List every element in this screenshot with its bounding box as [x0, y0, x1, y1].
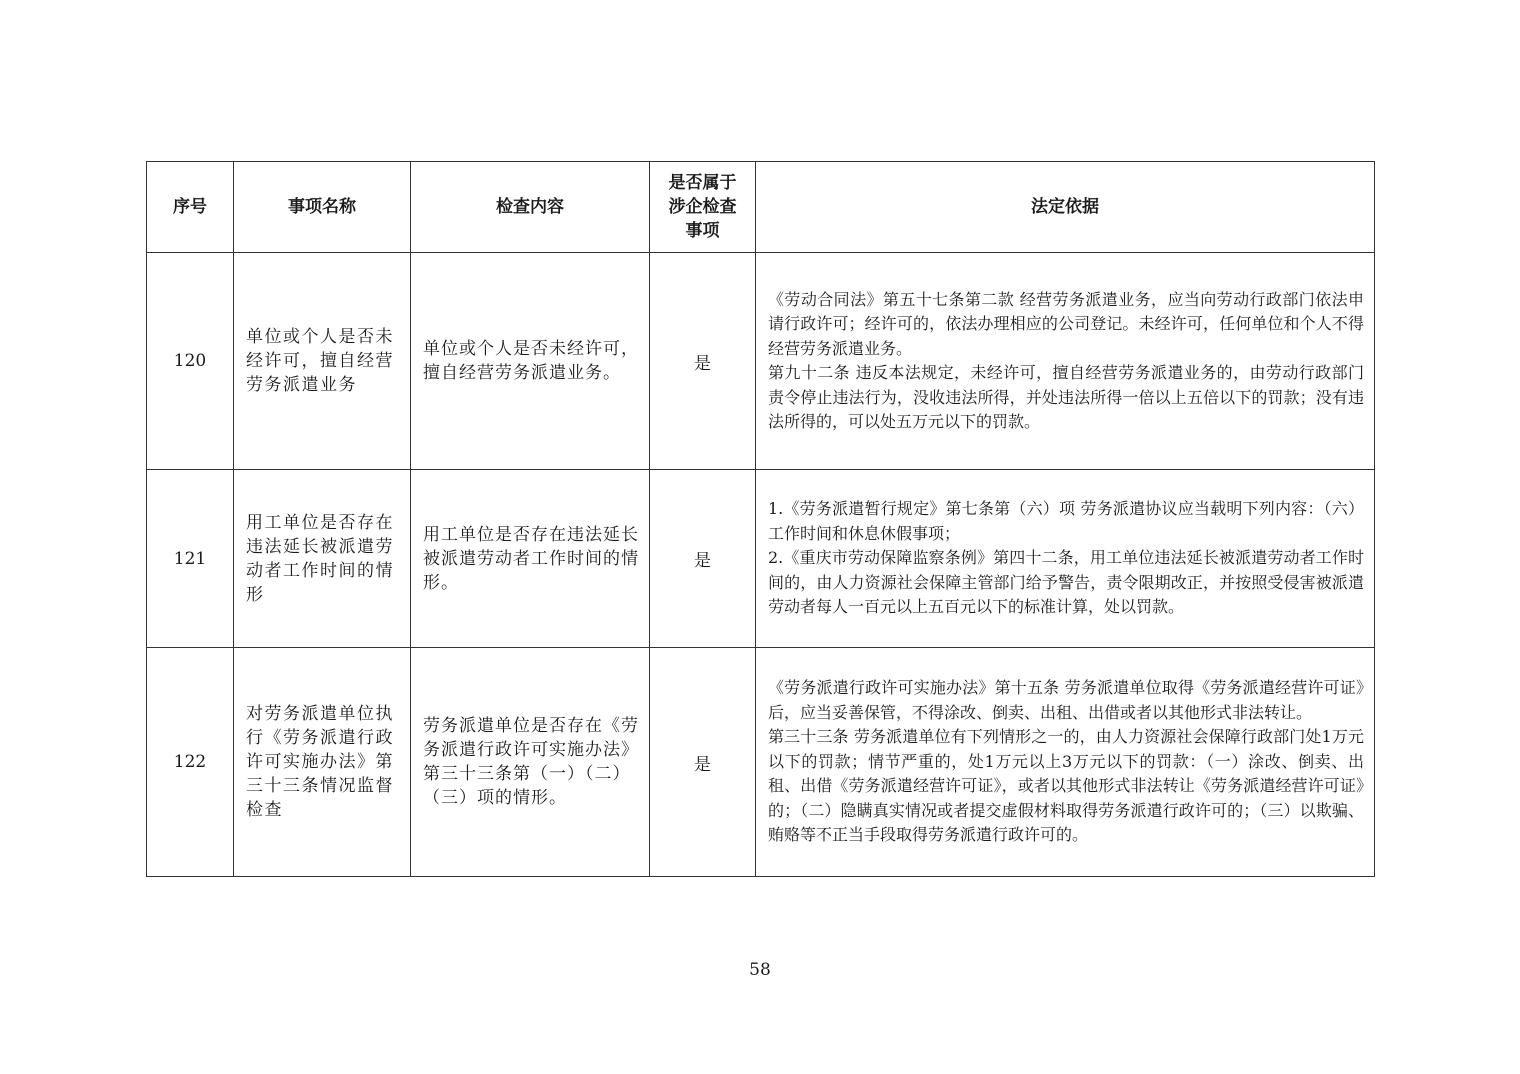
inspection-items-table [146, 161, 1375, 877]
table-row [147, 648, 1375, 877]
legal-basis-paragraph: 2.《重庆市劳动保障监察条例》第四十二条，用工单位违法延长被派遣劳动者工作时间的，由人力资源社会保障主管部门给予警告，责令限期改正，并按照受侵害被派遣劳动者每人一百元以上五百元以下的标准计算，处以罚款。 [768, 548, 1364, 617]
seq-cell: 120 [147, 253, 234, 470]
enterprise-related-cell: 是 [650, 470, 756, 648]
header-enterprise-related [650, 162, 756, 253]
seq-cell: 122 [147, 648, 234, 877]
enterprise-related-cell: 是 [650, 253, 756, 470]
table-row [147, 253, 1375, 470]
header-item-name: 事项名称 [234, 162, 411, 253]
check-content-cell: 劳务派遣单位是否存在《劳务派遣行政许可实施办法》第三十三条第（一）（二）（三）项的情形。 [411, 648, 650, 877]
legal-basis-cell [756, 648, 1375, 877]
item-name-cell: 单位或个人是否未经许可，擅自经营劳务派遣业务 [234, 253, 411, 470]
header-enterprise-related-line3: 事项 [685, 221, 720, 241]
enterprise-related-cell: 是 [650, 648, 756, 877]
header-enterprise-related-line2: 涉企检查 [668, 197, 737, 217]
header-enterprise-related-line1: 是否属于 [668, 173, 737, 193]
header-legal-basis: 法定依据 [756, 162, 1375, 253]
item-name-cell: 对劳务派遣单位执行《劳务派遣行政许可实施办法》第三十三条情况监督检查 [234, 648, 411, 877]
check-content-cell: 用工单位是否存在违法延长被派遣劳动者工作时间的情形。 [411, 470, 650, 648]
check-content-cell: 单位或个人是否未经许可，擅自经营劳务派遣业务。 [411, 253, 650, 470]
table-row [147, 470, 1375, 648]
header-check-content: 检查内容 [411, 162, 650, 253]
legal-basis-cell [756, 470, 1375, 648]
item-name-cell: 用工单位是否存在违法延长被派遣劳动者工作时间的情形 [234, 470, 411, 648]
seq-cell: 121 [147, 470, 234, 648]
legal-basis-paragraph: 《劳务派遣行政许可实施办法》第十五条 劳务派遣单位取得《劳务派遣经营许可证》后，应当妥善保管，不得涂改、倒卖、出租、出借或者以其他形式非法转让。 [768, 678, 1364, 722]
page-number: 58 [749, 960, 771, 980]
legal-basis-cell [756, 253, 1375, 470]
legal-basis-paragraph: 第三十三条 劳务派遣单位有下列情形之一的，由人力资源社会保障行政部门处1万元以下的罚款；情节严重的，处1万元以上3万元以下的罚款：（一）涂改、倒卖、出租、出借《劳务派遣经营许可证》，或者以其他形式非法转让《劳务派遣经营许可证》的；（二）隐瞒真实情况或者提交虚假材料取得劳务派遣行政许可的；（三）以欺骗、贿赂等不正当手段取得劳务派遣行政许可的。 [768, 727, 1364, 845]
legal-basis-paragraph: 1.《劳务派遣暂行规定》第七条第（六）项 劳务派遣协议应当载明下列内容：（六）工作时间和休息休假事项； [768, 499, 1364, 543]
header-seq: 序号 [147, 162, 234, 253]
legal-basis-paragraph: 《劳动合同法》第五十七条第二款 经营劳务派遣业务，应当向劳动行政部门依法申请行政许可；经许可的，依法办理相应的公司登记。未经许可，任何单位和个人不得经营劳务派遣业务。 [768, 289, 1364, 358]
legal-basis-paragraph: 第九十二条 违反本法规定，未经许可，擅自经营劳务派遣业务的，由劳动行政部门责令停止违法行为，没收违法所得，并处违法所得一倍以上五倍以下的罚款；没有违法所得的，可以处五万元以下的罚款。 [768, 363, 1364, 431]
table-header-row [147, 162, 1375, 253]
